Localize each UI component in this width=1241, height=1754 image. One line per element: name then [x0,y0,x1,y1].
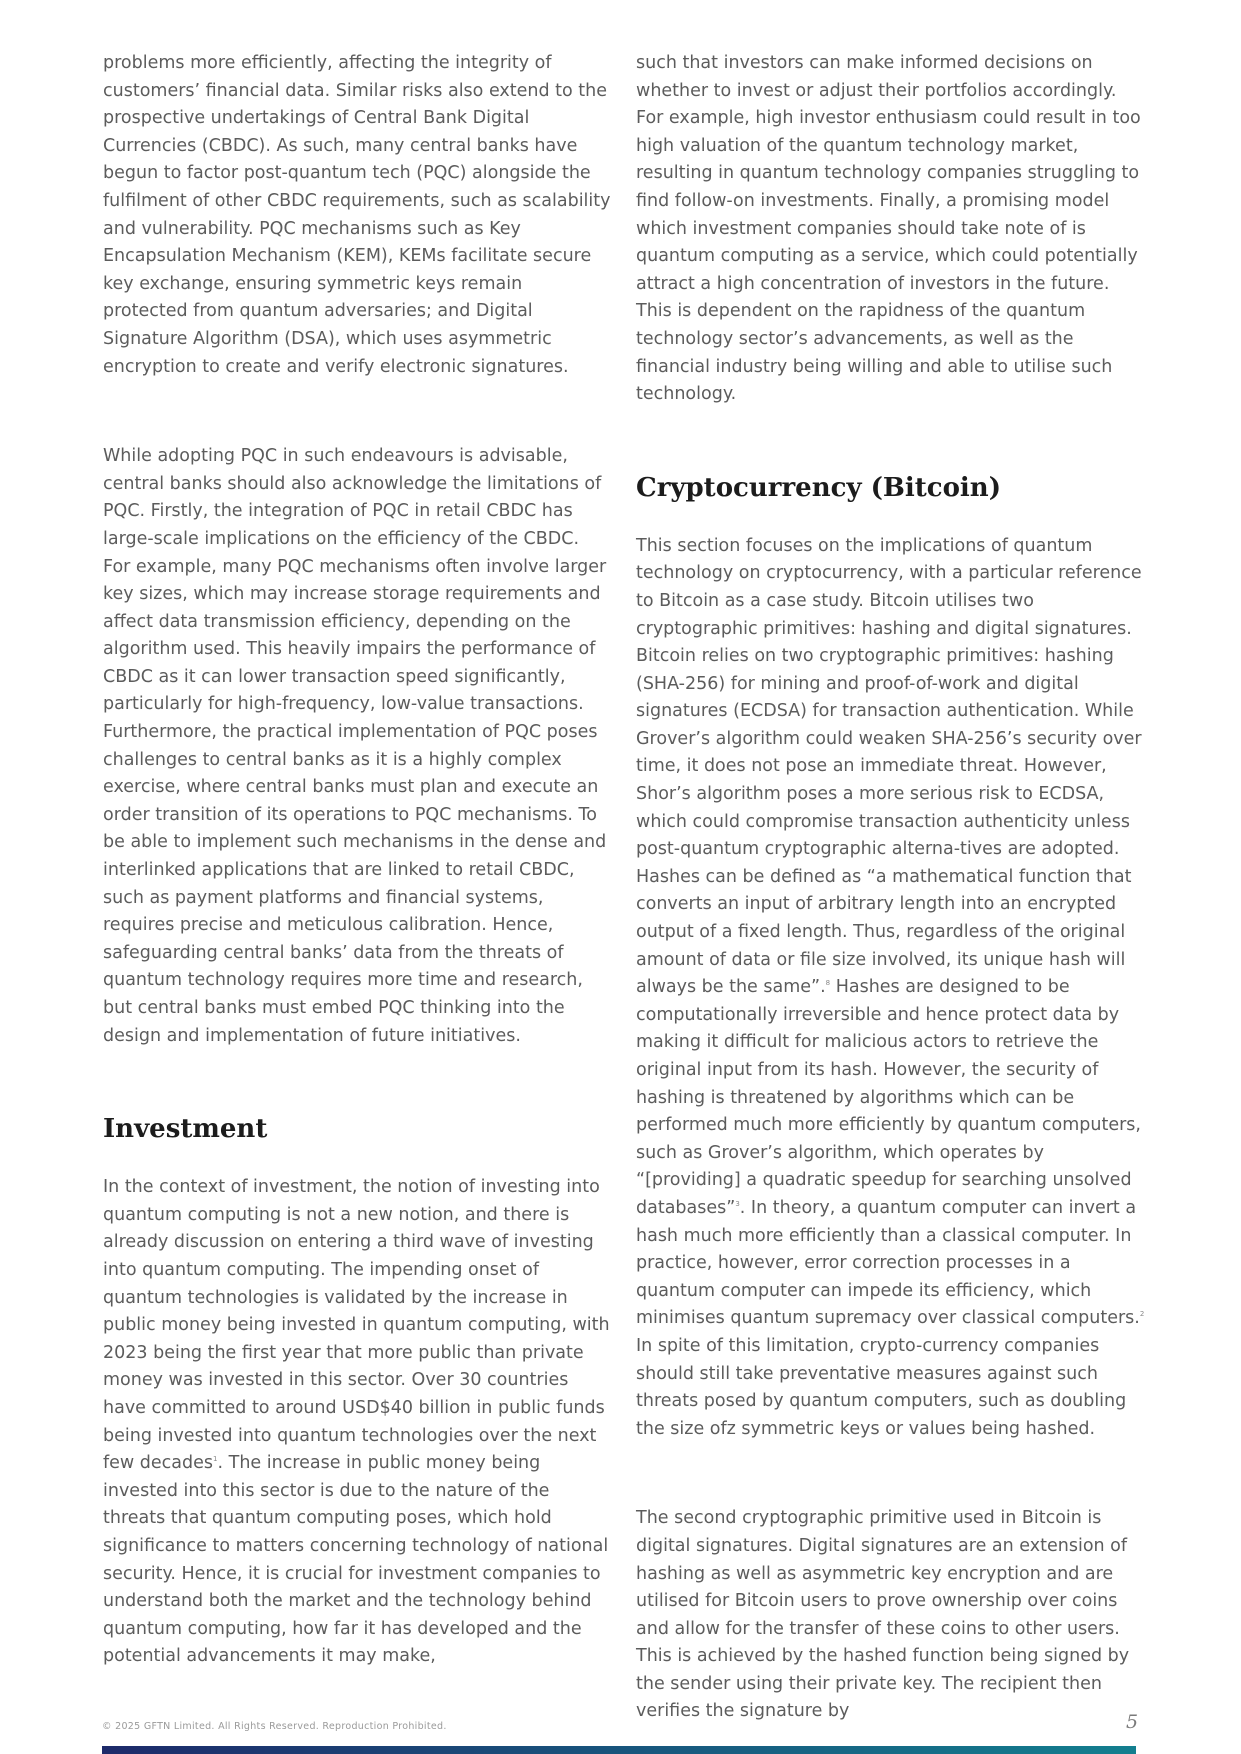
footnote-ref-1: 1 [213,1455,218,1464]
bitcoin-text-part-1: This section focuses on the implications of quantum technology on cryptocurrency, with a particular reference to Bitcoin as a case study. Bitcoin utilises two cryptographic primitives: hashing and digital signatures. Bitcoin relies on two cryptographic primitives: hashing (SHA-256) for mining and proof-of-work and digital signatures (ECDSA) for transaction authentication. While Grover’s algorithm could weaken SHA-256’s security over time, it does not pose an immediate threat. However, Shor’s algorithm poses a more serious risk to ECDSA, which could compromise transaction authenticity unless post-quantum cryptographic alterna-tives are adopted. Hashes can be defined as “a mathematical function that converts an input of arbitrary length into an encrypted output of a fixed length. Thus, regardless of the original amount of data or file size involved, its unique hash will always be the same”. [636,535,1142,998]
bitcoin-text-part-4: In spite of this limitation, crypto-currency companies should still take preventative measures against such threats posed by quantum computers, such as doubling the size ofz symmetric keys or values being hashed. [636,1335,1127,1439]
paragraph-cbdc-risks: problems more efficiently, affecting the integrity of customers’ financial data. Similar risks also extend to the prospective undertakings of Central Bank Digital Currencies (CBDC). As such, many central banks have begun to factor post-quantum tech (PQC) alongside the fulfilment of other CBDC requirements, such as scalability and vulnerability. PQC mechanisms such as Key Encapsulation Mechanism (KEM), KEMs facilitate secure key exchange, ensuring symmetric keys remain protected from quantum adversaries; and Digital Signature Algorithm (DSA), which uses asymmetric encryption to create and verify electronic signatures. [103,53,611,377]
footnote-ref-3: 3 [735,1199,740,1208]
footer-copyright: © 2025 GFTN Limited. All Rights Reserved. Reproduction Prohibited. [102,1721,447,1732]
footnote-ref-2: 2 [1139,1310,1145,1319]
paragraph-bitcoin-hashing [636,533,1146,1444]
bitcoin-text-part-2: Hashes are designed to be computationally irreversible and hence protect data by making it difficult for malicious actors to retrieve the original input from its hash. However, the security of hashing is threatened by algorithms which can be performed much more efficiently by quantum computers, such as Grover’s algorithm, which operates by “[providing] a quadratic speedup for searching unsolved databases” [636,977,1141,1218]
bitcoin-text-part-3: . In theory, a quantum computer can invert a hash much more efficiently than a classical computer. In practice, however, error correction processes in a quantum computer can impede its efficiency, which minimises quantum supremacy over classical computers. [636,1197,1140,1329]
paragraph-pqc-limitations: While adopting PQC in such endeavours is advisable, central banks should also acknowledge the limitations of PQC. Firstly, the integration of PQC in retail CBDC has large-scale implications on the efficiency of the CBDC. For example, many PQC mechanisms often involve larger key sizes, which may increase storage requirements and affect data transmission efficiency, depending on the algorithm used. This heavily impairs the performance of CBDC as it can lower transaction speed significantly, particularly for high-frequency, low-value transactions. Furthermore, the practical implementation of PQC poses challenges to central banks as it is a highly complex exercise, where central banks must plan and execute an order transition of its operations to PQC mechanisms. To be able to implement such mechanisms in the dense and interlinked applications that are linked to retail CBDC, such as payment platforms and financial systems, requires precise and meticulous calibration. Hence, safeguarding central banks’ data from the threats of quantum technology requires more time and research, but central banks must embed PQC thinking into the design and implementation of future initiatives. [103,446,607,1046]
heading-cryptocurrency: Cryptocurrency (Bitcoin) [636,472,1002,503]
investment-text-part-2: . The increase in public money being invested into this sector is due to the nature of the threats that quantum computing poses, which hold significance to matters concerning technology of national security. Hence, it is crucial for investment companies to understand both the market and the technology behind quantum computing, how far it has developed and the potential advancements it may make, [103,1453,609,1667]
investment-text-part-1: In the context of investment, the notion of investing into quantum computing is not a new notion, and there is already discussion on entering a third wave of investing into quantum computing. The impending onset of quantum technologies is validated by the increase in public money being invested in quantum computing, with 2023 being the first year that more public than private money was invested in this sector. Over 30 countries have committed to around USD$40 billion in public funds being invested into quantum technologies over the next few decades [103,1177,610,1474]
paragraph-digital-signatures: The second cryptographic primitive used in Bitcoin is digital signatures. Digital signatures are an extension of hashing as well as asymmetric key encryption and are utilised for Bitcoin users to prove ownership over coins and allow for the transfer of these coins to other users. This is achieved by the hashed function being signed by the sender using their private key. The recipient then verifies the signature by [636,1508,1130,1722]
left-column [103,50,611,1671]
paragraph-investor-decisions: such that investors can make informed decisions on whether to invest or adjust their portfolios accordingly. For example, high investor enthusiasm could result in too high valuation of the quantum technology market, resulting in quantum technology companies struggling to find follow-on investments. Finally, a promising model which investment companies should take note of is quantum computing as a service, which could potentially attract a high concentration of investors in the future. This is dependent on the rapidness of the quantum technology sector’s advancements, as well as the financial industry being willing and able to utilise such technology. [636,53,1141,405]
page-number: 5 [1126,1711,1139,1733]
footer-gradient-bar [102,1746,1136,1754]
paragraph-investment [103,1174,611,1671]
footnote-ref-8: 8 [825,979,831,988]
right-column [636,50,1146,1726]
heading-investment: Investment [103,1114,268,1145]
